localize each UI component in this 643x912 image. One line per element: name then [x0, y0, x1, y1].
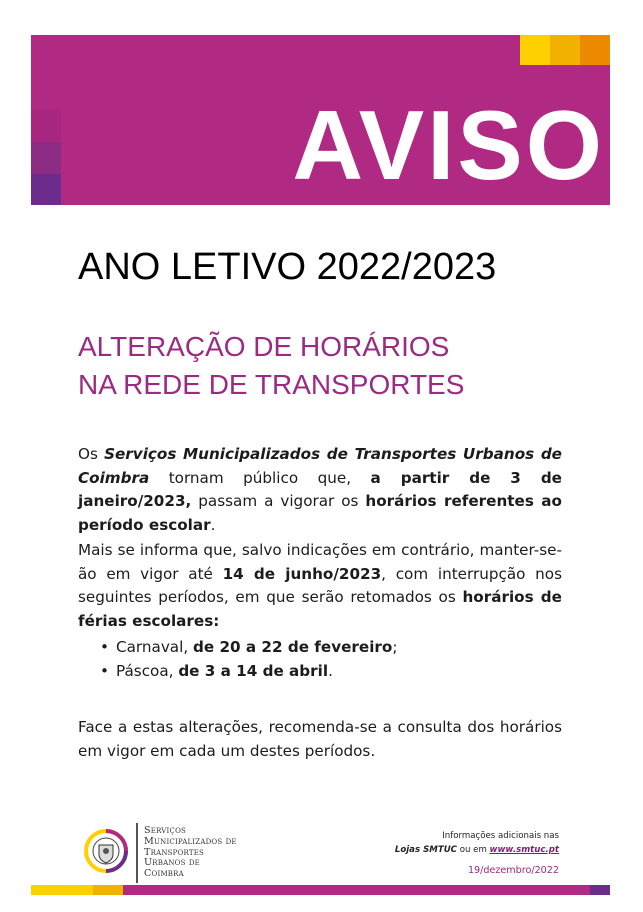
p1-smtuc-name: Serviços Municipalizados de Transportes Urbanos de Coimbra: [78, 445, 562, 487]
subtitle-line-2: NA REDE DE TRANSPORTES: [78, 369, 465, 400]
paragraph-announcement: [78, 443, 562, 537]
bottom-bar-violet: [590, 885, 610, 895]
p1-text: tornam público que,: [149, 468, 371, 487]
paragraph-information: [78, 539, 562, 633]
logo-line: Municipalizados de: [144, 835, 237, 847]
list-item: [78, 635, 562, 659]
bullet-end: ;: [392, 638, 398, 656]
p2-text: , com interrupção nos seguintes períodos, em que serão retomados os: [78, 564, 562, 606]
logo-wordmark: [144, 826, 244, 880]
p2-holiday-schedule: horários de férias escolares:: [78, 588, 562, 630]
aviso-word: AVISO: [292, 90, 605, 200]
bottom-bar-yellow: [31, 885, 93, 895]
info-ou: ou em: [456, 845, 490, 855]
bullet-dot: •: [100, 638, 109, 656]
logo-line: Urbanos de: [144, 857, 200, 869]
bullet-dot: •: [100, 662, 109, 680]
smtuc-emblem-icon: [84, 829, 128, 873]
info-lojas: Lojas SMTUC: [394, 845, 457, 855]
bullet-dates: de 3 a 14 de abril: [178, 662, 329, 680]
banner-square-plum: [31, 142, 61, 174]
holiday-periods-list: [78, 635, 562, 683]
page-title: ANO LETIVO 2022/2023: [78, 246, 497, 288]
bullet-end: .: [328, 662, 333, 680]
smtuc-logo: [84, 823, 237, 883]
banner-square-amber: [550, 35, 580, 65]
banner-square-violet: [31, 174, 61, 205]
bullet-label: Páscoa,: [116, 662, 179, 680]
p1-text: Os: [78, 445, 105, 463]
list-item: [78, 659, 562, 683]
p1-text: passam a vigorar os: [191, 492, 366, 510]
publication-date: 19/dezembro/2022: [467, 865, 559, 876]
subtitle: [78, 328, 464, 404]
p2-text: Mais se informa que, salvo indicações em contrário, manter-se-ão em vigor até: [78, 541, 562, 583]
info-line-2: [395, 843, 559, 857]
bottom-bar-amber: [93, 885, 123, 895]
p1-text: .: [210, 515, 216, 534]
p1-school-schedule: horários referentes ao período escolar: [78, 492, 562, 534]
logo-divider: [136, 823, 138, 883]
additional-info: [395, 829, 559, 857]
p2-end-date: 14 de junho/2023: [222, 564, 382, 583]
paragraph-recommendation: Face a estas alterações, recomenda-se a consulta dos horários em vigor em cada um destes períodos.: [78, 718, 562, 760]
logo-line: Serviços: [144, 825, 187, 836]
banner-square-orange: [580, 35, 610, 65]
banner-square-yellow: [520, 35, 550, 65]
p1-start-date: a partir de 3 de janeiro/2023,: [78, 468, 562, 510]
bullet-label: Carnaval,: [116, 638, 193, 656]
logo-line: Coimbra: [144, 868, 184, 880]
bullet-dates: de 20 a 22 de fevereiro: [193, 638, 393, 656]
website-link[interactable]: www.smtuc.pt: [489, 845, 559, 855]
bottom-bar-magenta: [123, 885, 590, 895]
info-line: Informações adicionais nas: [442, 831, 559, 841]
subtitle-line-1: ALTERAÇÃO DE HORÁRIOS: [78, 331, 450, 362]
banner-square-pink1: [31, 110, 61, 142]
logo-line: Transportes: [144, 846, 205, 858]
